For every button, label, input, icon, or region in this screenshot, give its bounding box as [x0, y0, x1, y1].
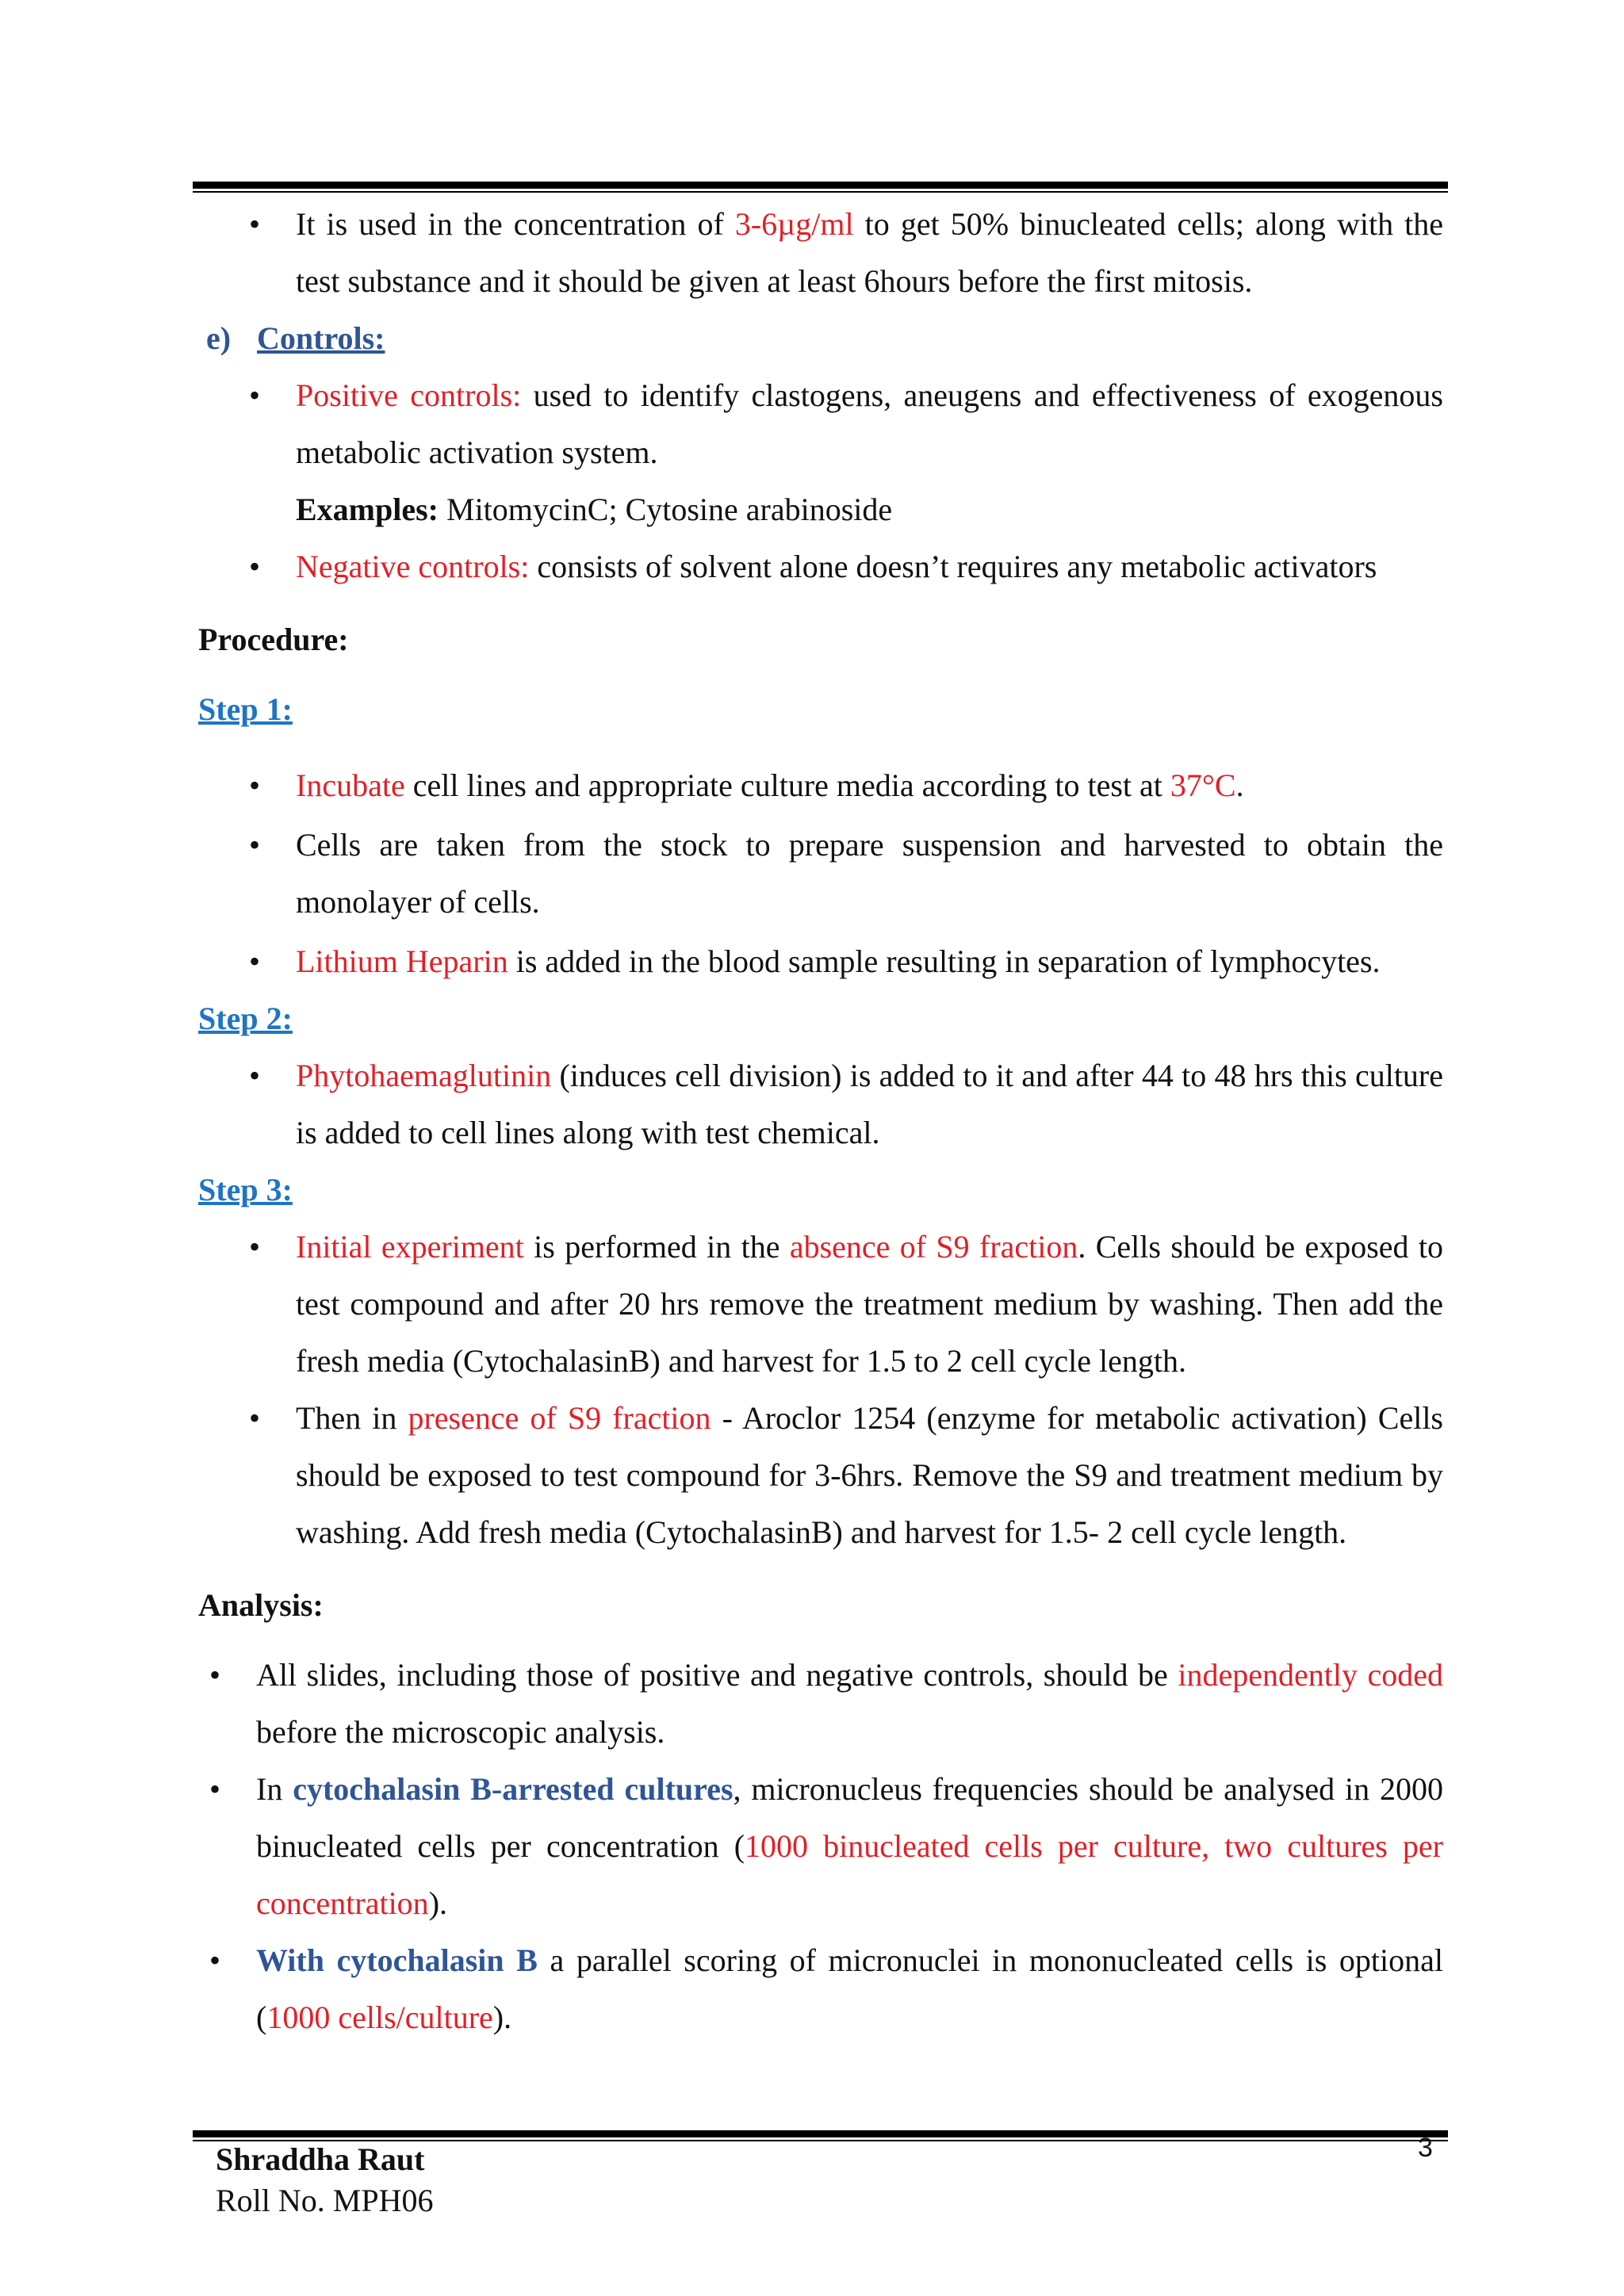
roll-number: Roll No. MPH06: [216, 2183, 434, 2218]
list-item: • Positive controls: used to identify clastogens, aneugens and effectiveness of exogenous metabolic activation system.: [198, 367, 1443, 481]
bullet-icon: •: [249, 827, 261, 863]
bullet-icon: •: [249, 767, 261, 803]
step-3-heading: Step 3:: [198, 1172, 293, 1207]
bullet-icon: •: [209, 1771, 221, 1807]
bullet-icon: •: [209, 1657, 221, 1693]
list-item: • In cytochalasin B-arrested cultures, micronucleus frequencies should be analysed in 2000 binucleated cells per concentration (1000 binucleated cells per culture, two cultures per concentration).: [198, 1761, 1443, 1932]
header-rule: [193, 182, 1448, 193]
list-item: • Initial experiment is performed in the absence of S9 fraction. Cells should be exposed to test compound and after 20 hrs remove the treatment medium by washing. Then add the fresh media (CytochalasinB) and harvest for 1.5 to 2 cell cycle length.: [198, 1219, 1443, 1390]
step-2-heading: Step 2:: [198, 1001, 293, 1036]
bullet-icon: •: [249, 206, 261, 242]
bullet-icon: •: [249, 377, 261, 413]
author-name: Shraddha Raut: [216, 2141, 425, 2177]
footer: [216, 2139, 434, 2221]
step-1-heading: Step 1:: [198, 691, 293, 727]
bullet-icon: •: [249, 1229, 261, 1265]
list-item: • Cells are taken from the stock to prepare suspension and harvested to obtain the monolayer of cells.: [198, 817, 1443, 931]
bullet-icon: •: [249, 1058, 261, 1093]
list-item: • Incubate cell lines and appropriate culture media according to test at 37°C.: [198, 757, 1443, 814]
bullet-icon: •: [249, 943, 261, 979]
examples-line: Examples: MitomycinC; Cytosine arabinoside: [296, 492, 893, 527]
bullet-icon: •: [249, 549, 261, 584]
heading-analysis: Analysis:: [198, 1587, 324, 1623]
list-item: • Negative controls: consists of solvent alone doesn’t requires any metabolic activators: [198, 538, 1443, 595]
list-item: • With cytochalasin B a parallel scoring of micronuclei in mononucleated cells is optional (1000 cells/culture).: [198, 1932, 1443, 2046]
list-item: • All slides, including those of positive and negative controls, should be independently coded before the microscopic analysis.: [198, 1647, 1443, 1761]
list-item: • Then in presence of S9 fraction - Aroclor 1254 (enzyme for metabolic activation) Cells should be exposed to test compound for 3-6hrs. Remove the S9 and treatment medium by washing. Add fresh media (CytochalasinB) and harvest for 1.5- 2 cell cycle length.: [198, 1390, 1443, 1561]
bullet-icon: •: [209, 1942, 221, 1978]
list-item: • Lithium Heparin is added in the blood sample resulting in separation of lymphocytes.: [198, 933, 1443, 990]
list-item: • It is used in the concentration of 3-6µg/ml to get 50% binucleated cells; along with the test substance and it should be given at least 6hours before the first mitosis.: [198, 196, 1443, 310]
bullet-icon: •: [249, 1400, 261, 1436]
list-item: • Phytohaemaglutinin (induces cell division) is added to it and after 44 to 48 hrs this culture is added to cell lines along with test chemical.: [198, 1047, 1443, 1161]
page-number: 3: [1418, 2133, 1433, 2163]
page-content: [198, 196, 1443, 2046]
section-heading-controls: e) Controls:: [206, 320, 385, 356]
heading-procedure: Procedure:: [198, 622, 349, 657]
